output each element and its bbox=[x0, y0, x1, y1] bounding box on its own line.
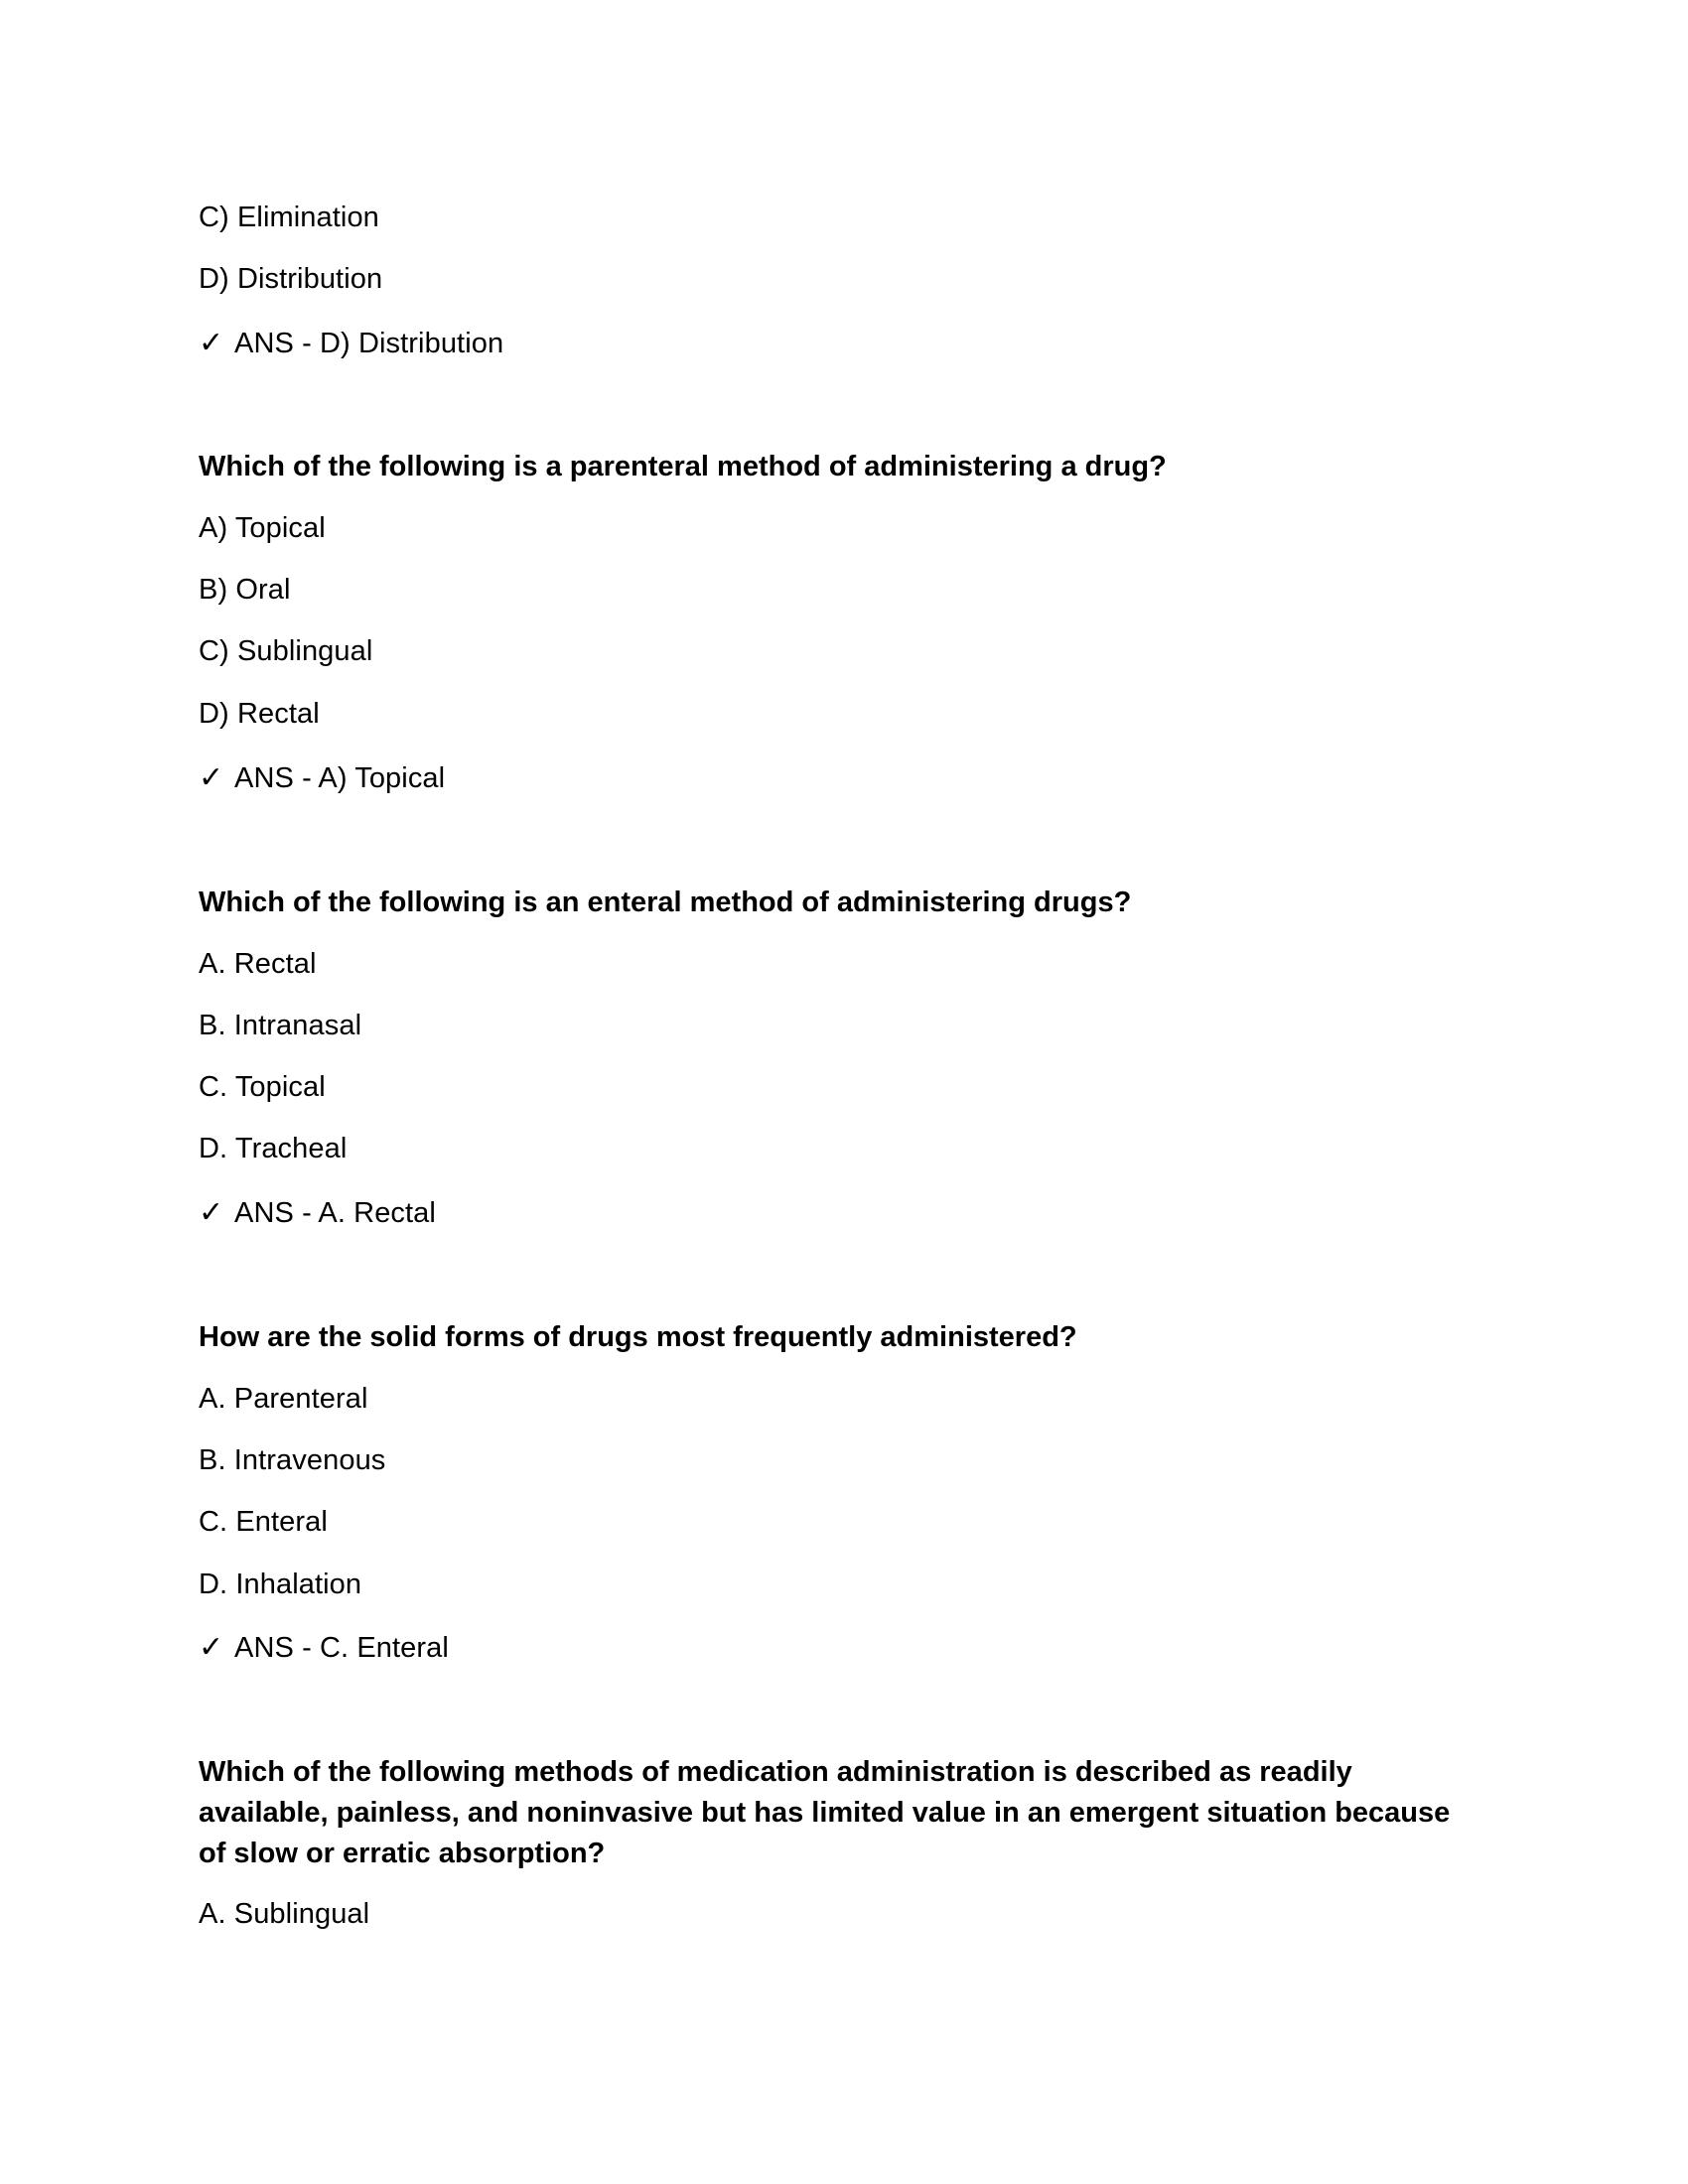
option-text: C) Elimination bbox=[199, 202, 379, 233]
answer-text: ANS - A) Topical bbox=[234, 762, 446, 794]
answer-line bbox=[199, 1628, 449, 1668]
check-icon: ✓ bbox=[199, 1631, 224, 1664]
option-text: B. Intranasal bbox=[199, 1010, 362, 1041]
check-icon: ✓ bbox=[199, 1196, 224, 1229]
option-text: D) Distribution bbox=[199, 263, 383, 295]
check-icon: ✓ bbox=[199, 761, 224, 794]
question-text: Which of the following is an enteral method of administering drugs? bbox=[199, 887, 1132, 918]
option-text: A. Parenteral bbox=[199, 1383, 368, 1415]
option-text: A) Topical bbox=[199, 512, 326, 544]
option-text: D. Inhalation bbox=[199, 1569, 362, 1600]
question-text: Which of the following is a parenteral method of administering a drug? bbox=[199, 451, 1167, 482]
question-text: How are the solid forms of drugs most frequently administered? bbox=[199, 1321, 1077, 1353]
question-text: Which of the following methods of medication administration is described as readily available, painless, and noninvasive but has limited value in an emergent situation because of slow or erratic absorption? bbox=[199, 1756, 1451, 1869]
option-text: A. Sublingual bbox=[199, 1898, 370, 1930]
answer-text: ANS - D) Distribution bbox=[234, 328, 504, 359]
answer-text: ANS - C. Enteral bbox=[234, 1632, 449, 1664]
check-icon: ✓ bbox=[199, 327, 224, 359]
option-text: C. Enteral bbox=[199, 1506, 328, 1538]
answer-line bbox=[199, 1193, 436, 1233]
answer-text: ANS - A. Rectal bbox=[234, 1197, 436, 1229]
option-text: B. Intravenous bbox=[199, 1444, 386, 1476]
option-text: C) Sublingual bbox=[199, 635, 373, 667]
option-text: A. Rectal bbox=[199, 948, 317, 980]
option-text: D. Tracheal bbox=[199, 1133, 348, 1164]
option-text: B) Oral bbox=[199, 574, 291, 606]
option-text: C. Topical bbox=[199, 1071, 326, 1103]
answer-line bbox=[199, 324, 503, 363]
option-text: D) Rectal bbox=[199, 698, 320, 730]
answer-line bbox=[199, 758, 445, 798]
